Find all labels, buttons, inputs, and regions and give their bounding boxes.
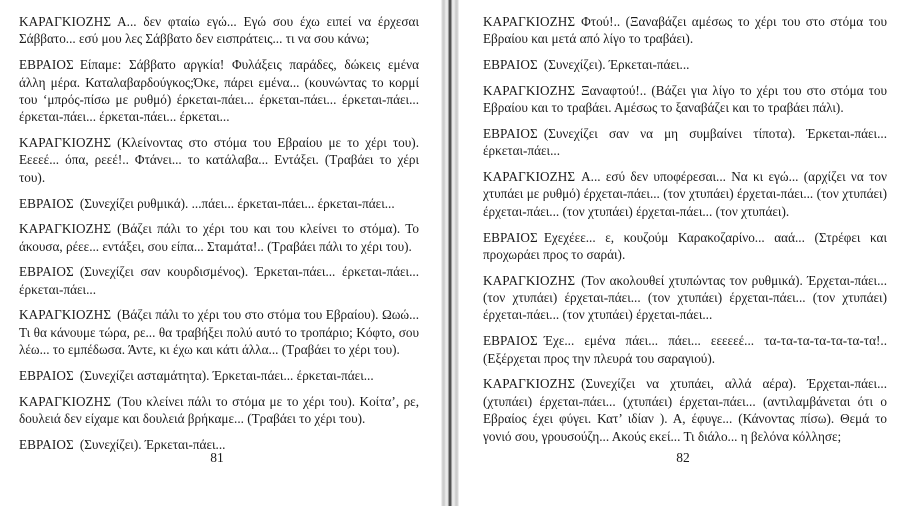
speaker-name: ΕΒΡΑΙΟΣ — [19, 367, 74, 383]
dialogue-paragraph — [483, 13, 887, 48]
left-page-body — [19, 13, 419, 462]
speaker-name: ΕΒΡΑΙΟΣ — [19, 264, 74, 280]
dialogue-text: (Συνεχίζει να χτυπάει, αλλά αέρα). Έρχεται-πάει... (χτυπάει) έρχεται-πάει... (χτυπάει) έρχεται-πάει... (αντιλαμβάνεται ότι ο Εβραίος έχει φύγει. Κατ’ ιδίαν ). Α, έφυγε... (Κάνοντας πίσω). Θεμά το γονιό σου, γρουσούζη... Ακούς εκεί... Τι διάλο... η βελόνα κόλλησε; — [483, 376, 887, 444]
dialogue-text: (Κλείνοντας στο στόμα του Εβραίου με το χέρι του). Εεεεέ... όπα, ρεεέ!.. Φτάνει... το κατάλαβα... Εντάξει. (Τραβάει το χέρι του). — [19, 135, 419, 185]
dialogue-text: Είπαμε: Σάββατο αργκία! Φυλάξεις παράδες, δώκεις εμένα άλλη μέρα. Καταλαβαρδούγκος;Όκε, πάρει εμένα... (κουνώντας το κορμί του ‘μπρός-πίσω με ρυθμό) έρκεται-πάει... έρκεται-πάει... έρκεται-πάει... έρκεται-πάει... έρκεται-πάει... έρκεται... — [19, 57, 419, 125]
speaker-name: ΕΒΡΑΙΟΣ — [19, 57, 74, 73]
speaker-name: ΚΑΡΑΓΚΙΟΖΗΣ — [483, 376, 576, 392]
speaker-name: ΕΒΡΑΙΟΣ — [483, 229, 538, 245]
speaker-name: ΚΑΡΑΓΚΙΟΖΗΣ — [483, 169, 576, 185]
dialogue-paragraph — [483, 272, 887, 324]
speaker-name: ΚΑΡΑΓΚΙΟΖΗΣ — [483, 272, 576, 288]
dialogue-text: Α... εσύ δεν υποφέρεσαι... Να κι εγώ... (αρχίζει να τον χτυπάει με ρυθμό) έρχεται-πάει... (τον χτυπάει) έρχεται-πάει... (τον χτυπάει) έρχεται-πάει... (τον χτυπάει) έρχεται-πάει... (τον χτυπάει). — [483, 169, 887, 219]
dialogue-text: (Συνεχίζει ασταμάτητα). Έρκεται-πάει... έρκεται-πάει... — [79, 367, 374, 383]
dialogue-paragraph — [483, 332, 887, 367]
speaker-name: ΕΒΡΑΙΟΣ — [19, 195, 74, 211]
dialogue-paragraph — [19, 56, 419, 126]
book-gutter-divider — [441, 0, 459, 506]
right-page-body — [483, 13, 887, 453]
dialogue-text: Εχεχέεε... ε, κουζούμ Καρακοζαρίνο... ααά... (Στρέφει και προχωράει προς το σαράι). — [483, 229, 887, 262]
dialogue-paragraph — [483, 82, 887, 117]
dialogue-paragraph — [19, 367, 419, 384]
dialogue-paragraph — [19, 195, 419, 212]
speaker-name: ΚΑΡΑΓΚΙΟΖΗΣ — [483, 14, 576, 29]
dialogue-paragraph — [483, 168, 887, 220]
speaker-name: ΚΑΡΑΓΚΙΟΖΗΣ — [19, 221, 112, 237]
dialogue-paragraph — [483, 125, 887, 160]
page-number: 82 — [676, 450, 690, 465]
dialogue-paragraph — [19, 13, 419, 48]
dialogue-text: (Συνεχίζει σαν να μη συμβαίνει τίποτα). Έρκεται-πάει... έρκεται-πάει... — [483, 125, 887, 159]
dialogue-text: Ξαναφτού!.. (Βάζει για λίγο το χέρι του στο στόμα του Εβραίου και το τραβάει. Αμέσως το ξαναβάζει και το τραβάει πάλι). — [483, 82, 887, 116]
dialogue-text: Έχε... εμένα πάει... πάει... εεεεεέ... τα-τα-τα-τα-τα-τα-τα!.. (Εξέρχεται προς την πλευρά του σαραγιού). — [483, 333, 887, 366]
speaker-name: ΚΑΡΑΓΚΙΟΖΗΣ — [19, 135, 112, 151]
speaker-name: ΕΒΡΑΙΟΣ — [483, 57, 538, 73]
dialogue-text: (Συνεχίζει). Έρκεται-πάει... — [79, 436, 226, 452]
speaker-name: ΚΑΡΑΓΚΙΟΖΗΣ — [19, 14, 112, 29]
dialogue-text: Α... δεν φταίω εγώ... Εγώ σου έχω ειπεί να έρχεσαι Σάββατο... εσύ μου λες Σάββατο δεν εισπράτεις... τι να σου κάνω; — [19, 14, 419, 47]
dialogue-paragraph — [483, 375, 887, 445]
dialogue-text: (Συνεχίζει ρυθμικά). ...πάει... έρκεται-πάει... έρκεται-πάει... — [79, 195, 395, 211]
dialogue-text: Φτού!.. (Ξαναβάζει αμέσως το χέρι του στο στόμα του Εβραίου και μετά από λίγο το τραβάει). — [483, 14, 887, 47]
dialogue-text: (Βάζει πάλι το χέρι του στο στόμα του Εβραίου). Ωωώ... Τι θα κάνουμε τώρα, ρε... θα τραβήξει πολύ αυτό το τροπάριο; Κόφτο, σου λέω... το εμπέδωσα. Άντε, κι έχω και κάτι άλλα... (Τραβάει το χέρι του). — [19, 307, 419, 358]
dialogue-paragraph — [19, 134, 419, 186]
left-page — [0, 0, 441, 506]
dialogue-text: (Τον ακολουθεί χτυπώντας τον ρυθμικά). Έρχεται-πάει... (τον χτυπάει) έρχεται-πάει... (τον χτυπάει) έρχεται-πάει... (τον χτυπάει) έρχεται-πάει... (τον χτυπάει) έρχεται-πάει... — [483, 272, 887, 323]
speaker-name: ΕΒΡΑΙΟΣ — [483, 125, 538, 141]
right-page — [459, 0, 901, 506]
speaker-name: ΚΑΡΑΓΚΙΟΖΗΣ — [19, 393, 112, 409]
dialogue-paragraph — [19, 220, 419, 255]
dialogue-text: (Συνεχίζει). Έρκεται-πάει... — [543, 57, 690, 73]
speaker-name: ΕΒΡΑΙΟΣ — [19, 436, 74, 452]
dialogue-paragraph — [483, 229, 887, 264]
page-number: 81 — [210, 450, 224, 465]
dialogue-paragraph — [19, 393, 419, 428]
speaker-name: ΚΑΡΑΓΚΙΟΖΗΣ — [19, 307, 112, 323]
dialogue-paragraph — [19, 263, 419, 298]
dialogue-text: (Του κλείνει πάλι το στόμα με το χέρι του). Κοίτα’, ρε, δουλειά δεν είχαμε και δουλειά βρήκαμε... (Τραβάει το χέρι του). — [19, 393, 419, 427]
dialogue-text: (Βάζει πάλι το χέρι του και του κλείνει το στόμα). Το άκουσα, ρέεε... εντάξει, σου είπα... Σταμάτα!.. (Τραβάει πάλι το χέρι του). — [19, 221, 419, 254]
dialogue-paragraph — [483, 56, 887, 73]
speaker-name: ΕΒΡΑΙΟΣ — [483, 333, 538, 349]
dialogue-text: (Συνεχίζει σαν κουρδισμένος). Έρκεται-πάει... έρκεται-πάει... έρκεται-πάει... — [19, 264, 419, 297]
dialogue-paragraph — [19, 306, 419, 358]
speaker-name: ΚΑΡΑΓΚΙΟΖΗΣ — [483, 82, 576, 98]
